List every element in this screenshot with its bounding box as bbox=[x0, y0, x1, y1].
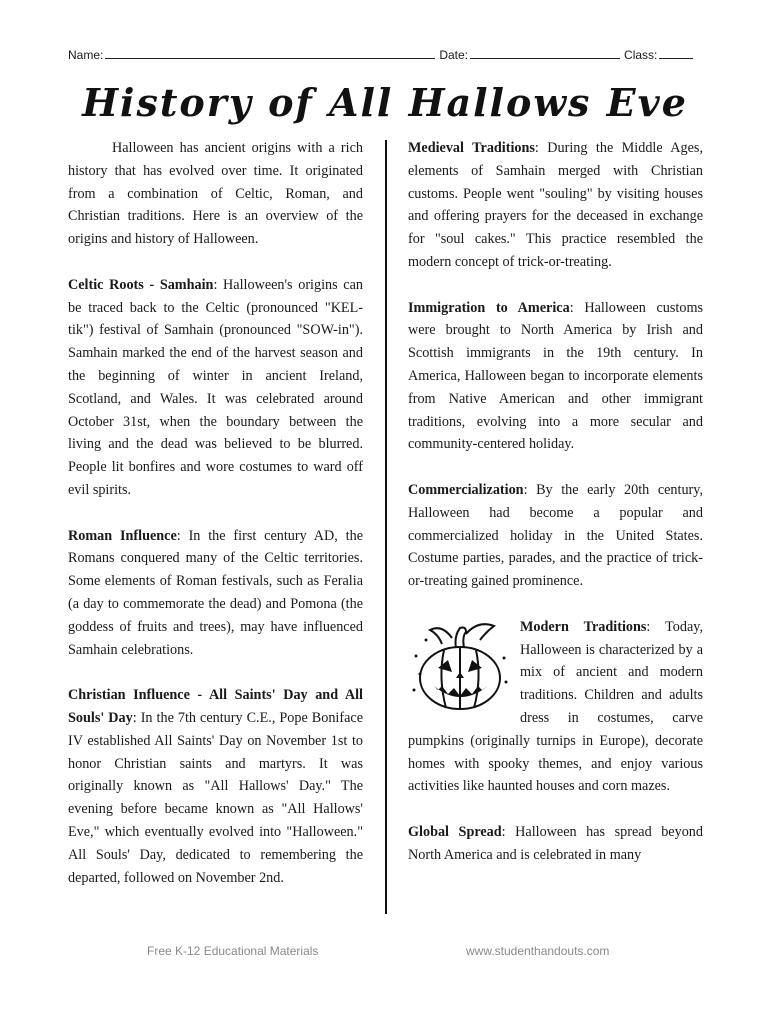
footer-website-link[interactable]: www.studenthandouts.com bbox=[466, 944, 610, 958]
worksheet-header bbox=[68, 47, 702, 62]
global-text: : Halloween has spread beyond North America and is celebrated in many bbox=[408, 823, 703, 863]
commercial-heading: Commercialization bbox=[408, 481, 524, 498]
celtic-text: : Halloween's origins can be traced back to the Celtic (pronounced "KEL-tik") festival of Samhain (pronounced "SOW-in"). Samhain marked the end of the harvest season and the beginning of winter in ancient Ireland, Scotland, and Wales. It was celebrated around October 31st, when the boundary between the living and the dead was believed to be blurred. People lit bonfires and wore costumes to ward off evil spirits. bbox=[68, 276, 363, 498]
left-column bbox=[68, 137, 363, 912]
roman-heading: Roman Influence bbox=[68, 527, 177, 544]
class-label: Class: bbox=[624, 48, 658, 62]
christian-section bbox=[68, 684, 363, 889]
medieval-text: : During the Middle Ages, elements of Samhain merged with Christian customs. People went "souling" by visiting houses and offering prayers for the deceased in exchange for "soul cakes." This practice resembled the modern concept of trick-or-treating. bbox=[408, 140, 703, 270]
commercial-section bbox=[408, 479, 703, 593]
modern-heading: Modern Traditions bbox=[520, 618, 647, 635]
christian-text: : In the 7th century C.E., Pope Boniface IV established All Saints' Day on November 1st to honor Christian saints and martyrs. It was originally known as "All Hallows' Day." The evening before became known as "All Hallows' Eve," which eventually evolved into "Halloween." All Souls' Day, dedicated to remembering the departed, followed on November 2nd. bbox=[68, 709, 363, 886]
celtic-section bbox=[68, 274, 363, 502]
intro-paragraph: Halloween has ancient origins with a rich history that has evolved over time. It originated from a combination of Celtic, Roman, and Christian traditions. Here is an overview of the origins and history of Halloween. bbox=[68, 140, 363, 248]
modern-section bbox=[408, 616, 703, 798]
footer-left-text: Free K-12 Educational Materials bbox=[147, 944, 319, 958]
immigration-text: : Halloween customs were brought to North America by Irish and Scottish immigrants in the 19th century. In America, Halloween began to incorporate elements from Native American and other immigrant traditions, evolving into a more secular and community-centered holiday. bbox=[408, 299, 704, 453]
commercial-text: : By the early 20th century, Halloween had become a popular and commercialized holiday in the United States. Costume parties, parades, and the practice of trick-or-treating gained prominence. bbox=[408, 481, 703, 590]
modern-text: : Today, Halloween is characterized by a mix of ancient and modern traditions. Children and adults dress in costumes, carve pumpkins (originally turnips in Europe), decorate homes with spooky themes, and enjoy various activities like haunted houses and corn mazes. bbox=[408, 618, 703, 795]
column-divider bbox=[385, 140, 387, 914]
date-field[interactable] bbox=[470, 47, 620, 59]
roman-text: : In the first century AD, the Romans conquered many of the Celtic territories. Some elements of Roman festivals, such as Feralia (a day to commemorate the dead) and Pomona (the goddess of fruits and trees), may have influenced Samhain celebrations. bbox=[68, 527, 363, 658]
name-label: Name: bbox=[68, 48, 104, 62]
class-field[interactable] bbox=[659, 47, 693, 59]
right-column bbox=[408, 137, 703, 889]
immigration-section bbox=[408, 297, 703, 457]
date-label: Date: bbox=[439, 48, 469, 62]
medieval-heading: Medieval Traditions bbox=[408, 140, 535, 156]
immigration-heading: Immigration to America bbox=[408, 299, 570, 316]
celtic-heading: Celtic Roots - Samhain bbox=[68, 276, 214, 293]
jack-o-lantern-icon bbox=[408, 616, 512, 714]
medieval-section bbox=[408, 137, 703, 274]
global-section bbox=[408, 821, 703, 867]
christian-heading: Christian Influence - All Saints' Day and All Souls' Day bbox=[68, 687, 363, 726]
global-heading: Global Spread bbox=[408, 823, 502, 840]
page-title: History of All Hallows Eve bbox=[82, 80, 688, 125]
name-field[interactable] bbox=[105, 47, 435, 59]
roman-section bbox=[68, 525, 363, 662]
